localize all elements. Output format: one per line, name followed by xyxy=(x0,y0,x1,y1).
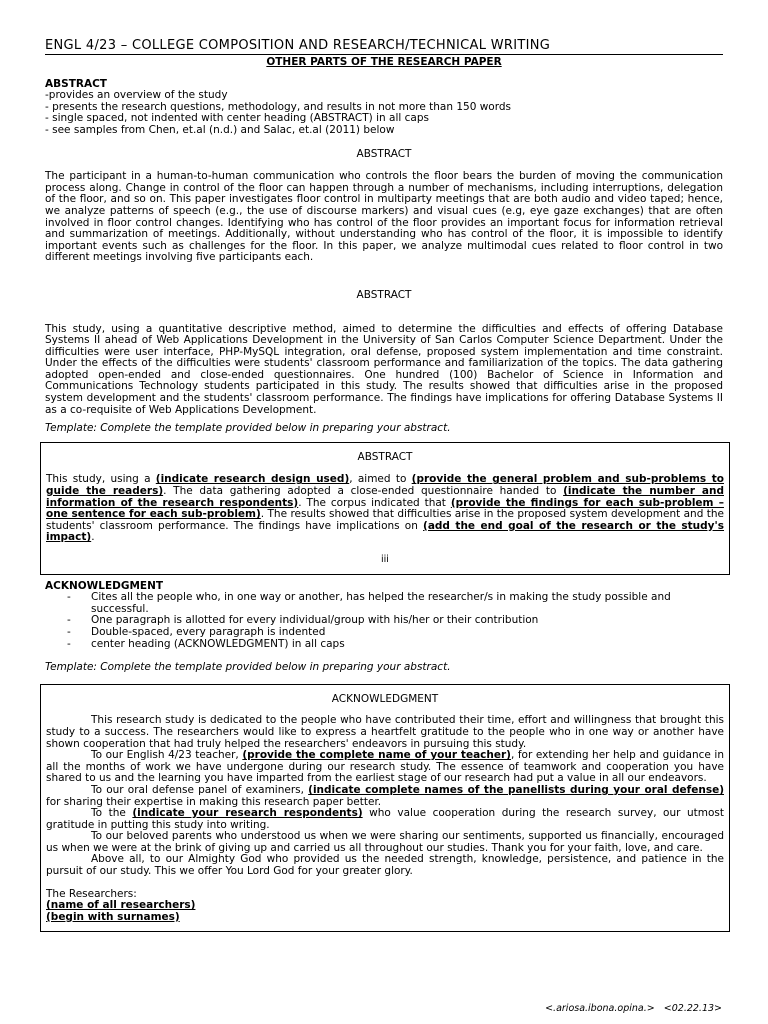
ack-paragraph xyxy=(46,750,724,785)
abstract-point: - see samples from Chen, et.al (n.d.) and Salac, et.al (2011) below xyxy=(45,123,395,136)
placeholder-surnames-note: (begin with surnames) xyxy=(46,910,180,923)
template-text: . The corpus indicated that xyxy=(298,496,451,509)
dash-bullet: - xyxy=(67,591,71,604)
placeholder-findings: (provide the findings for each sub-problem – one sentence for each sub-problem) xyxy=(46,496,724,521)
acknowledgment-guidelines xyxy=(45,592,723,650)
template-text: , for extending her help and guidance in all the months of work we have undergone during our research study. The essence of teamwork and cooperation you have shared to us and the learning you have imparted from the earliest stage of our research had put a value in all our endeavors. xyxy=(46,749,724,785)
box-heading: ABSTRACT xyxy=(357,450,413,463)
acknowledgment-heading: ACKNOWLEDGMENT xyxy=(45,579,164,592)
page-number: iii xyxy=(381,554,389,565)
template-text: This study, using a xyxy=(46,473,156,486)
course-title: ENGL 4/23 – COLLEGE COMPOSITION AND RESEARCH/TECHNICAL WRITING xyxy=(45,38,723,55)
placeholder-panellists: (indicate complete names of the panellists during your oral defense) xyxy=(308,783,724,796)
template-text: To the xyxy=(91,807,133,820)
template-text: . The data gathering adopted a close-ended questionnaire handed to xyxy=(163,485,564,498)
abstract-guidelines xyxy=(45,90,723,136)
template-note: Template: Complete the template provided below in preparing your abstract. xyxy=(45,422,451,435)
sample-abstract-text: The participant in a human-to-human communication who controls the floor bears the burden of moving the communication process along. Change in control of the floor can happen through a number of mechanisms, including interruptions, delegation of the floor, and so on. This paper investigates floor control in multiparty meetings that are both audio and video taped; hence, we analyze patterns of speech (e.g., the use of discourse markers) and visual cues (e.g, eye gaze exchanges) that are often involved in floor control changes. Identifying who has control of the floor provides an important focus for information retrieval and summarization of meetings. Additionally, without understanding who has control of the floor, it is impossible to identify important events such as challenges for the floor. In this paper, we analyze multimodal cues related to floor control in two different meetings involving five participants each. xyxy=(45,170,723,264)
sample-abstract-heading: ABSTRACT xyxy=(356,288,412,301)
footer xyxy=(545,1003,722,1015)
list-item-text: One paragraph is allotted for every individual/group with his/her or their contribution xyxy=(91,614,539,627)
dash-bullet: - xyxy=(67,614,71,627)
placeholder-problem: (provide the general problem and sub-problems to guide the readers) xyxy=(46,473,724,498)
box-heading: ACKNOWLEDGMENT xyxy=(331,692,439,705)
abstract-template-box xyxy=(40,442,730,575)
abstract-point: -provides an overview of the study xyxy=(45,89,228,102)
template-text: who value cooperation during the research survey, our utmost gratitude in putting this study into writing. xyxy=(46,807,724,831)
ack-paragraph: Above all, to our Almighty God who provided us the needed strength, knowledge, persistence, and patience in the pursuit of our study. This we offer You Lord God for your greater glory. xyxy=(46,853,724,878)
sample-abstract-heading: ABSTRACT xyxy=(356,147,412,160)
placeholder-respondents: (indicate your research respondents) xyxy=(132,807,363,820)
template-text: To our oral defense panel of examiners, xyxy=(91,783,309,796)
ack-paragraph: To our beloved parents who understood us when we were sharing our sentiments, supported us financially, encouraged us when we were at the brink of giving up and carried us all throughout our studies. Thank you for your faith, love, and care. xyxy=(46,830,724,854)
footer-date: <02.22.13> xyxy=(663,1003,722,1014)
template-text: . xyxy=(91,531,95,544)
section-title: OTHER PARTS OF THE RESEARCH PAPER xyxy=(266,56,502,68)
list-item xyxy=(45,639,723,651)
list-item-text: Cites all the people who, in one way or another, has helped the researcher/s in making the study possible and successful. xyxy=(91,591,671,615)
abstract-template-text xyxy=(46,474,724,544)
dash-bullet: - xyxy=(67,637,71,650)
document-page xyxy=(45,38,723,932)
acknowledgment-template-box xyxy=(40,684,730,933)
ack-paragraph xyxy=(46,808,724,831)
list-item-text: Double-spaced, every paragraph is indented xyxy=(91,625,326,638)
ack-paragraph: This research study is dedicated to the people who have contributed their time, effort and willingness that brought this study to a success. The researchers would like to express a heartfelt gratitude to the people who in one way or another have shown cooperation that had truly helped the researchers' endeavors in pursuing this study. xyxy=(46,714,724,750)
placeholder-researcher-names: (name of all researchers) xyxy=(46,899,196,912)
abstract-heading: ABSTRACT xyxy=(45,77,107,90)
abstract-point: - single spaced, not indented with center heading (ABSTRACT) in all caps xyxy=(45,112,429,125)
footer-authors: <.ariosa.ibona.opina.> xyxy=(545,1003,655,1014)
sample-abstract-text: This study, using a quantitative descriptive method, aimed to determine the difficulties and effects of offering Database Systems II ahead of Web Applications Development in the University of San Carlos Computer Science Department. Under the difficulties were user interface, PHP-MySQL integration, oral defense, proposed system implementation and time constraint. Under the effects of the difficulties were students' classroom performance and familiarization of the topics. The data gathering adopted open-ended and close-ended questionnaires. One hundred (100) Bachelor of Science in Information and Communications Technology students participated in this study. The results showed that difficulties arise in the proposed system development and the students' classroom performance. The findings have implications for offering Database Systems II as a co-requisite of Web Applications Development. xyxy=(45,322,723,416)
template-text: for sharing their expertise in making this research paper better. xyxy=(46,795,382,808)
placeholder-respondents: (indicate the number and information of the research respondents) xyxy=(46,485,724,509)
dash-bullet: - xyxy=(67,625,71,638)
ack-paragraph xyxy=(46,785,724,808)
template-text: , aimed to xyxy=(349,473,412,486)
placeholder-teacher-name: (provide the complete name of your teacher) xyxy=(242,749,511,762)
template-note: Template: Complete the template provided below in preparing your abstract. xyxy=(45,661,451,674)
template-text: To our English 4/23 teacher, xyxy=(91,749,243,762)
list-item xyxy=(45,592,723,615)
signoff: The Researchers: xyxy=(46,887,137,900)
list-item-text: center heading (ACKNOWLEDGMENT) in all caps xyxy=(91,637,345,650)
placeholder-end-goal: (add the end goal of the research or the study's impact) xyxy=(46,519,724,544)
abstract-point: - presents the research questions, methodology, and results in not more than 150 words xyxy=(45,100,511,113)
template-text: . The results showed that difficulties arise in the proposed system development and the students' classroom performance. The findings have implications on xyxy=(46,508,724,532)
placeholder-research-design: (indicate research design used) xyxy=(155,473,350,486)
